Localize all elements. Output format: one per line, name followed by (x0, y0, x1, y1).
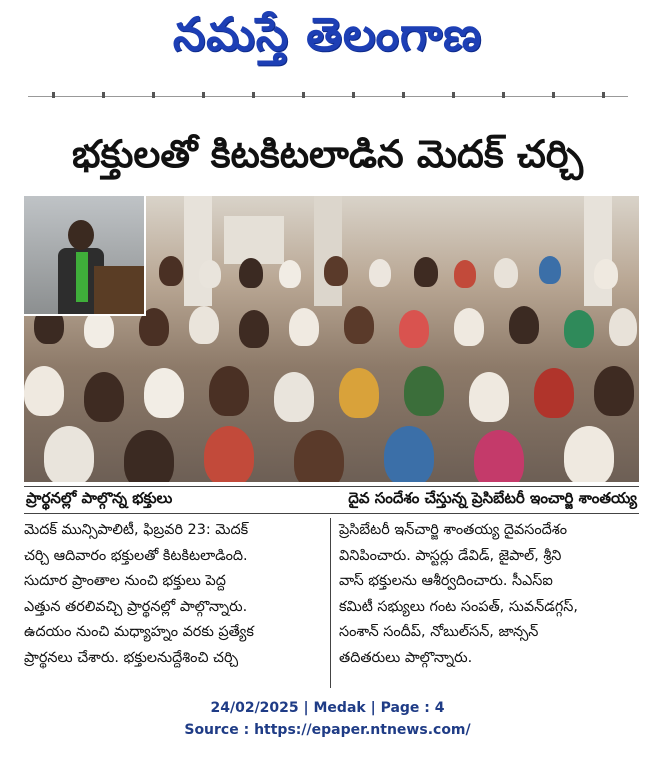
body-line: ఎత్తున తరలివచ్చి ప్రార్థనల్లో పాల్గొన్నారు. (24, 598, 248, 615)
crowd-person (209, 366, 249, 416)
crowd-person (399, 310, 429, 348)
article-column-left (24, 518, 331, 688)
body-line: చర్చి ఆదివారం భక్తులతో కిటకిటలాడింది. (24, 547, 248, 564)
crowd-person (159, 256, 183, 286)
crowd-person (204, 426, 254, 482)
crowd-person (594, 366, 634, 416)
crowd-person (564, 426, 614, 482)
body-line: ఉదయం నుంచి మధ్యాహ్నం వరకు ప్రత్యేక (24, 624, 254, 640)
newspaper-masthead (0, 0, 655, 80)
header-divider-strip (28, 96, 628, 107)
dateline: 24/02/2025 | Medak | Page : 4 (210, 700, 445, 716)
crowd-person (594, 259, 618, 289)
crowd-person (294, 430, 344, 482)
body-line: ప్రెసిబేటరీ ఇన్‌చార్జి శాంతయ్య దైవసందేశం (339, 522, 568, 538)
body-line: సుదూర ప్రాంతాల నుంచి భక్తులు పెద్ద (24, 573, 226, 589)
crowd-person (199, 260, 221, 288)
caption-left: ప్రార్థనల్లో పాల్గొన్న భక్తులు (26, 489, 173, 507)
body-line: కమిటీ సభ్యులు గంట సంపత్, సువన్‌డగ్గస్, (339, 598, 578, 615)
crowd-person (274, 372, 314, 422)
church-crowd-photo (24, 196, 639, 482)
crowd-person (539, 256, 561, 284)
crowd-person (534, 368, 574, 418)
crowd-person (414, 257, 438, 287)
body-line: ప్రార్థనలు చేశారు. భక్తులనుద్దేశించి చర్చి (24, 649, 239, 666)
crowd-person (509, 306, 539, 344)
crowd-person (369, 259, 391, 287)
crowd-person (279, 260, 301, 288)
article-body (24, 518, 639, 688)
crowd-person (384, 426, 434, 482)
crowd-person (124, 430, 174, 482)
crowd-person (239, 258, 263, 288)
body-line: సంశాన్ సందీప్, నోబుల్‌సన్, జాన్సన్ (339, 624, 539, 640)
crowd-person (609, 308, 637, 346)
crowd-person (494, 258, 518, 288)
crowd-person (339, 368, 379, 418)
article-headline (0, 124, 655, 194)
crowd-person (144, 368, 184, 418)
article-column-right (331, 518, 639, 688)
crowd-person (189, 306, 219, 344)
page-footer (0, 697, 655, 741)
crowd-person (474, 430, 524, 482)
crowd-person (344, 306, 374, 344)
green-stole (76, 252, 88, 302)
strip-marks (28, 92, 628, 102)
crowd-person (44, 426, 94, 482)
crowd-person (404, 366, 444, 416)
body-line: వినిపించారు. పాస్టర్లు డేవిడ్, జైపాల్, శ్రీని (339, 547, 562, 564)
crowd-person (454, 260, 476, 288)
pastor-inset-photo (24, 196, 146, 316)
crowd-row (24, 426, 639, 482)
caption-right: దైవ సందేశం చేస్తున్న ప్రెసిబేటరీ ఇంచార్జి శాంతయ్య (348, 489, 637, 507)
crowd-person (454, 308, 484, 346)
crowd-person (324, 256, 348, 286)
source-link[interactable]: Source : https://epaper.ntnews.com/ (184, 722, 471, 738)
crowd-person (24, 366, 64, 416)
crowd-person (84, 372, 124, 422)
crowd-person (469, 372, 509, 422)
photo-caption (24, 486, 639, 514)
crowd-row (24, 366, 639, 426)
body-line: వాస్ భక్తులను ఆశీర్వదించారు. సీఎస్ఐ (339, 573, 553, 589)
headline-text: భక్తులతో కిటకిటలాడిన మెదక్ చర్చి (71, 132, 584, 176)
podium (94, 266, 144, 314)
pastor-head (68, 220, 94, 250)
crowd-person (239, 310, 269, 348)
crowd-person (564, 310, 594, 348)
masthead-title: నమస్తే తెలంగాణ (172, 7, 483, 61)
body-line: తదితరులు పాల్గొన్నారు. (339, 649, 473, 666)
crowd-person (289, 308, 319, 346)
body-line: మెదక్ మున్సిపాలిటీ, ఫిబ్రవరి 23: మెదక్ (24, 522, 249, 538)
